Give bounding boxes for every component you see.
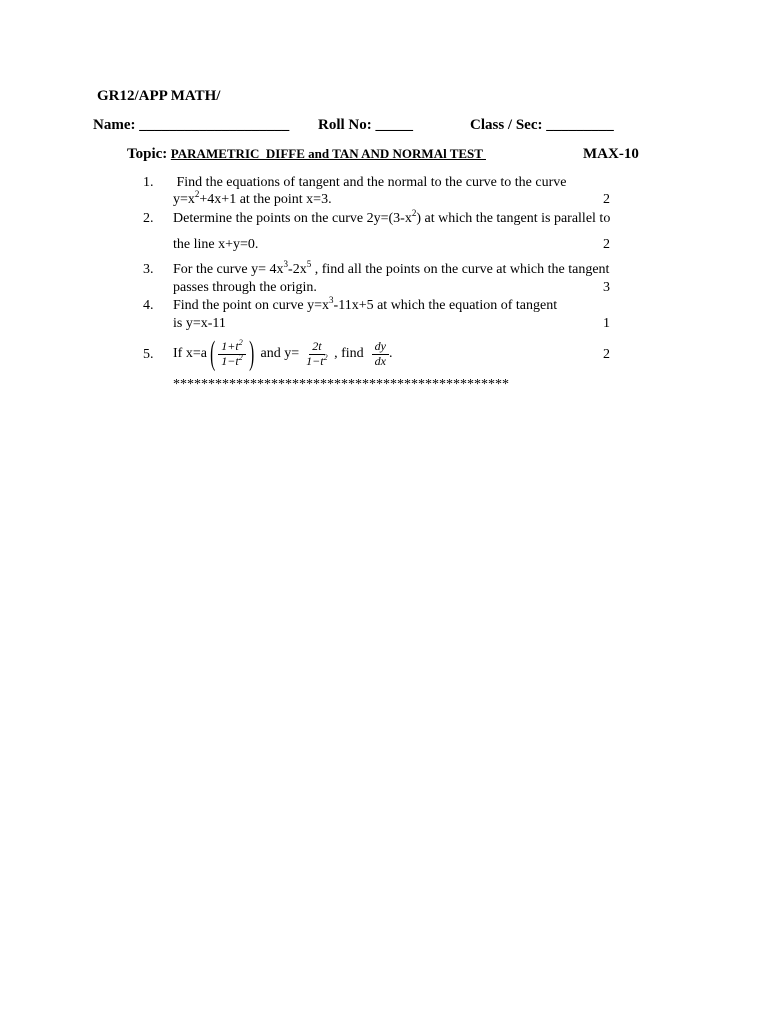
formula-and: and y= <box>257 346 300 361</box>
question-marks: 2 <box>603 237 610 252</box>
question-marks: 2 <box>603 192 610 207</box>
question-marks: 3 <box>603 280 610 295</box>
question-text: Find the equations of tangent and the normal to the curve to the curve <box>173 175 567 190</box>
question-text-line2: $y=x^2+4x+1$ at the point x=3. <box>173 189 332 207</box>
roll-row <box>318 117 413 134</box>
question-number: 1. <box>143 175 154 190</box>
question-number: 3. <box>143 262 154 277</box>
question-text: For the curve $y= 4x^3-2x^5$ , find all the points on the curve at which the tangent <box>173 259 610 277</box>
name-label: Name: <box>93 117 136 133</box>
roll-label: Roll No: <box>318 117 372 133</box>
class-label: Class / Sec: <box>470 117 543 133</box>
name-blank[interactable]: ____________________ <box>139 117 290 133</box>
question-text-line2: passes through the origin. <box>173 280 317 295</box>
question-text-line2: is y=x-11 <box>173 316 226 331</box>
footer-stars: ************************************************ <box>173 377 509 392</box>
question-number: 2. <box>143 211 154 226</box>
fraction-x: $\frac{1+t^2}{1-t^2}$ <box>218 340 245 369</box>
question-marks: 1 <box>603 316 610 331</box>
topic-label: Topic: <box>127 146 168 162</box>
class-blank[interactable]: _________ <box>546 117 614 133</box>
question-formula <box>173 332 392 376</box>
class-row <box>470 117 614 134</box>
max-marks: MAX-10 <box>583 146 639 162</box>
right-paren: ) <box>248 335 254 372</box>
left-paren: ( <box>210 335 216 372</box>
paper-code: GR12/APP MATH/ <box>97 88 221 104</box>
fraction-y: $\frac{2t}{1-t^2}$ <box>306 338 328 368</box>
formula-prefix: If x=a <box>173 346 207 361</box>
fraction-dydx: $\frac{dy}{dx}$ <box>372 340 389 369</box>
name-row <box>93 117 289 134</box>
formula-end: . <box>388 346 393 361</box>
question-text-line2: the line x+y=0. <box>173 237 259 252</box>
question-number: 5. <box>143 347 154 362</box>
topic-title: PARAMETRIC DIFFE and TAN AND NORMAl TEST <box>170 146 486 161</box>
roll-blank[interactable]: _____ <box>375 117 413 133</box>
question-text: Find the point on curve $y=x^3-11x+5$ at which the equation of tangent <box>173 295 558 313</box>
formula-find: , find <box>330 346 364 361</box>
question-number: 4. <box>143 298 154 313</box>
question-text: Determine the points on the curve $2y=(3-x^2)$ at which the tangent is parallel to <box>173 208 611 226</box>
topic-row <box>127 146 486 163</box>
question-marks: 2 <box>603 347 610 362</box>
